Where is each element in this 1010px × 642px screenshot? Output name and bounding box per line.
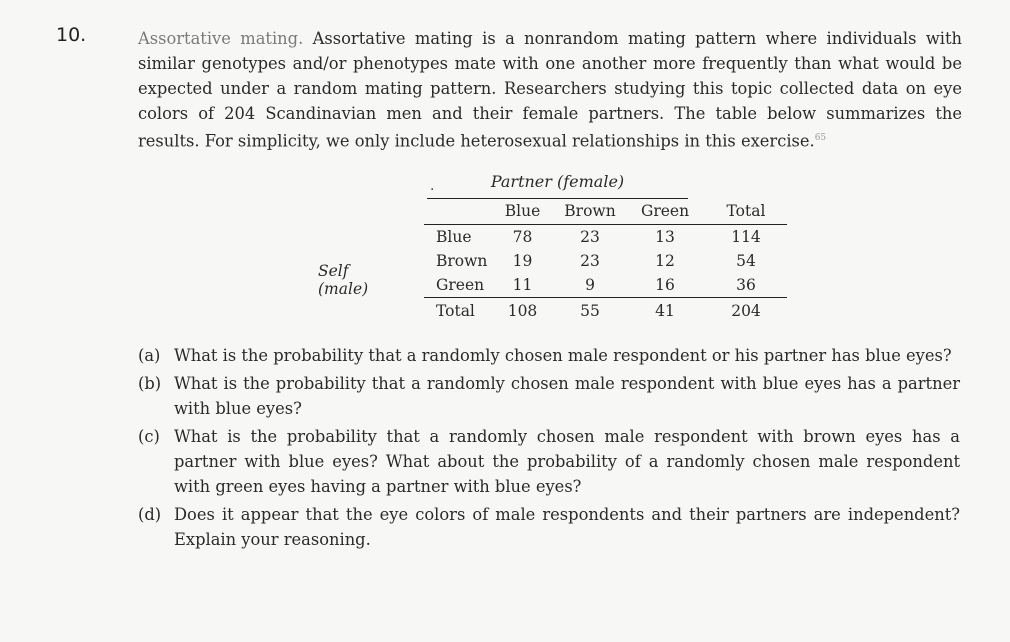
- table-cell: 19: [512, 252, 533, 270]
- problem-intro: [138, 26, 962, 153]
- row-label: Green: [436, 276, 485, 294]
- question-text: What is the probability that a randomly chosen male respondent or his partner has blue eyes?: [174, 346, 952, 365]
- table-cell: 54: [736, 252, 756, 270]
- column-header: Brown: [564, 202, 616, 220]
- table-cell: 41: [655, 302, 675, 320]
- question-label: (a): [138, 346, 161, 365]
- table-cell: 9: [585, 276, 595, 294]
- column-group-label: Partner (female): [427, 172, 688, 199]
- table-row: [424, 249, 787, 273]
- table-cell: 78: [512, 228, 533, 246]
- question-label: (b): [138, 374, 162, 393]
- column-header: Total: [726, 202, 766, 220]
- row-label: Brown: [436, 252, 488, 270]
- row-label: Blue: [436, 228, 472, 246]
- question-label: (d): [138, 505, 162, 524]
- table-header-row: [424, 198, 787, 225]
- table-row: [424, 273, 787, 297]
- question-text: What is the probability that a randomly chosen male respondent with blue eyes has a partner with blue eyes?: [174, 374, 960, 418]
- table-cell: 13: [655, 228, 675, 246]
- table-grid: [424, 198, 787, 324]
- table-cell: 23: [580, 228, 600, 246]
- table-cell: 114: [731, 228, 761, 246]
- table-cell: 23: [580, 252, 600, 270]
- problem-intro-text: Assortative mating is a nonrandom mating pattern where individuals with similar genotypes and/or phenotypes mate with one another more frequently than what would be expected under a random mating pattern. Researchers studying this topic collected data on eye colors of 204 Scandinavian men and their female partners. The table below summarizes the results. For simplicity, we only include heterosexual relationships in this exercise.: [138, 29, 962, 151]
- question-list: [138, 343, 960, 555]
- footnote-mark: 65: [814, 133, 827, 143]
- table-cell: 108: [507, 302, 538, 320]
- table-cell: 36: [736, 276, 756, 294]
- table-cell: 16: [655, 276, 675, 294]
- row-label: Total: [436, 302, 475, 320]
- question-item: [138, 371, 960, 421]
- question-item: [138, 343, 960, 368]
- stray-dot: ·: [430, 182, 435, 198]
- table-cell: 204: [731, 302, 761, 320]
- table-cell: 11: [512, 276, 533, 294]
- column-header: Green: [640, 202, 690, 220]
- table-cell: 55: [580, 302, 600, 320]
- problem-number: 10.: [56, 24, 87, 46]
- problem-title: Assortative mating.: [138, 29, 304, 48]
- column-header: Blue: [504, 202, 541, 220]
- table-total-row: [424, 297, 787, 324]
- question-text: What is the probability that a randomly chosen male respondent with brown eyes has a partner with blue eyes? What about the probability of a randomly chosen male respondent with green eyes having a partner with blue eyes?: [174, 427, 960, 496]
- question-text: Does it appear that the eye colors of male respondents and their partners are independent? Explain your reasoning.: [174, 505, 960, 549]
- table-row: [424, 225, 787, 249]
- question-label: (c): [138, 427, 160, 446]
- table-cell: 12: [655, 252, 675, 270]
- question-item: [138, 502, 960, 552]
- question-item: [138, 424, 960, 499]
- row-group-label: Self (male): [318, 262, 369, 298]
